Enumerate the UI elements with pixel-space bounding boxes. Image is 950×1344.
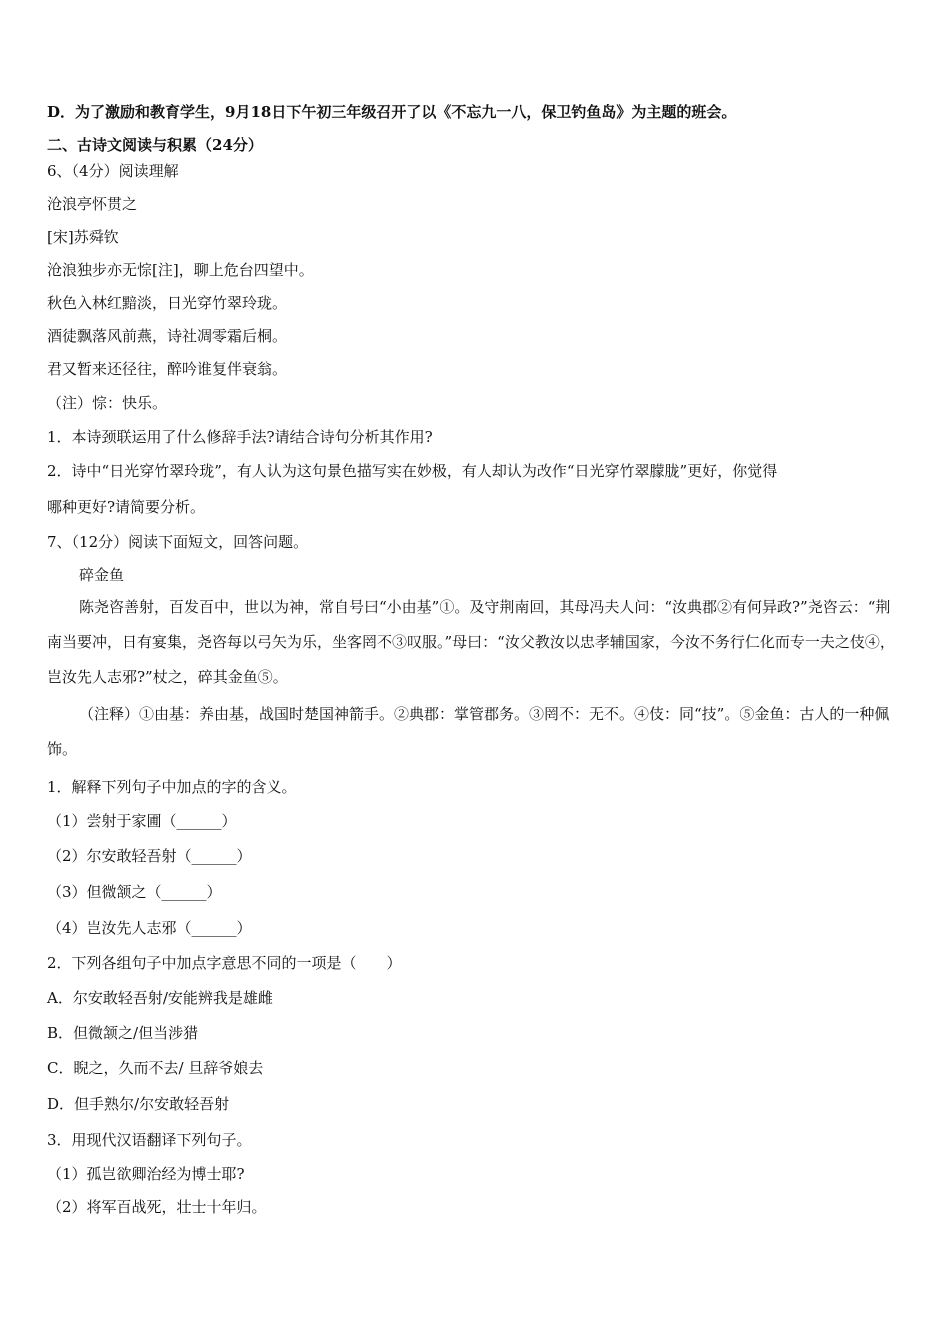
q7-sub2-header: 2．下列各组句子中加点字意思不同的一项是（ ）: [47, 954, 402, 972]
q7-sub1-item: （4）岂汝先人志邪（______）: [47, 919, 252, 937]
poem-author: [宋]苏舜钦: [47, 228, 119, 246]
option-d: D．为了激励和教育学生，9月18日下午初三年级召开了以《不忘九一八，保卫钓鱼岛》为主题的班会。: [47, 103, 737, 121]
poem-line: 沧浪独步亦无悰[注]，聊上危台四望中。: [47, 261, 314, 279]
text-title: 碎金鱼: [79, 566, 125, 584]
q6-header: 6、（4分）阅读理解: [47, 162, 179, 180]
q7-sub1-header: 1．解释下列句子中加点的字的含义。: [47, 778, 297, 796]
passage-notes: （注释）①由基：养由基，战国时楚国神箭手。②典郡：掌管郡务。③罔不：无不。④伎：同“技”。⑤金鱼：古人的一种佩饰。: [47, 705, 890, 758]
poem-line: 秋色入林红黯淡，日光穿竹翠玲珑。: [47, 294, 288, 312]
q7-sub1-item: （2）尔安敢轻吾射（______）: [47, 847, 252, 865]
poem-line: 君又暂来还径往，醉吟谁复伴衰翁。: [47, 360, 288, 378]
q6-question-2-cont: 哪种更好?请简要分析。: [47, 498, 206, 516]
q7-sub1-item: （1）尝射于家圃（______）: [47, 812, 237, 830]
q7-sub2-option: C．睨之，久而不去/ 旦辞爷娘去: [47, 1059, 264, 1077]
q7-sub1-item: （3）但微颔之（______）: [47, 883, 222, 901]
q7-sub3-item: （1）孤岂欲卿治经为博士耶?: [47, 1165, 245, 1183]
poem-note: （注）悰：快乐。: [47, 394, 168, 412]
q7-sub2-option: D．但手熟尔/尔安敢轻吾射: [47, 1095, 230, 1113]
q7-sub3-item: （2）将军百战死，壮士十年归。: [47, 1198, 267, 1216]
q7-header: 7、（12分）阅读下面短文，回答问题。: [47, 533, 309, 551]
q7-sub2-option: A．尔安敢轻吾射/安能辨我是雄雌: [47, 989, 273, 1007]
passage: 陈尧咨善射，百发百中，世以为神，常自号曰“小由基”①。及守荆南回，其母冯夫人问：“汝典郡②有何异政?”尧咨云：“荆南当要冲，日有宴集，尧咨每以弓矢为乐，坐客罔不③叹服。”母曰：“汝父教汝以忠孝辅国家，今汝不务行仁化而专一夫之伎④，岂汝先人志邪?”杖之，碎其金鱼⑤。: [47, 598, 895, 686]
q7-sub2-option: B．但微颔之/但当涉猎: [47, 1024, 199, 1042]
poem-line: 酒徒飘落风前燕，诗社凋零霜后桐。: [47, 327, 288, 345]
section-title: 二、古诗文阅读与积累（24分）: [47, 136, 263, 154]
q7-sub3-header: 3．用现代汉语翻译下列句子。: [47, 1131, 252, 1149]
poem-title: 沧浪亭怀贯之: [47, 195, 138, 213]
q6-question-1: 1．本诗颈联运用了什么修辞手法?请结合诗句分析其作用?: [47, 428, 433, 446]
q6-question-2: 2．诗中“日光穿竹翠玲珑”，有人认为这句景色描写实在妙极，有人却认为改作“日光穿竹翠朦胧”更好，你觉得: [47, 462, 778, 480]
